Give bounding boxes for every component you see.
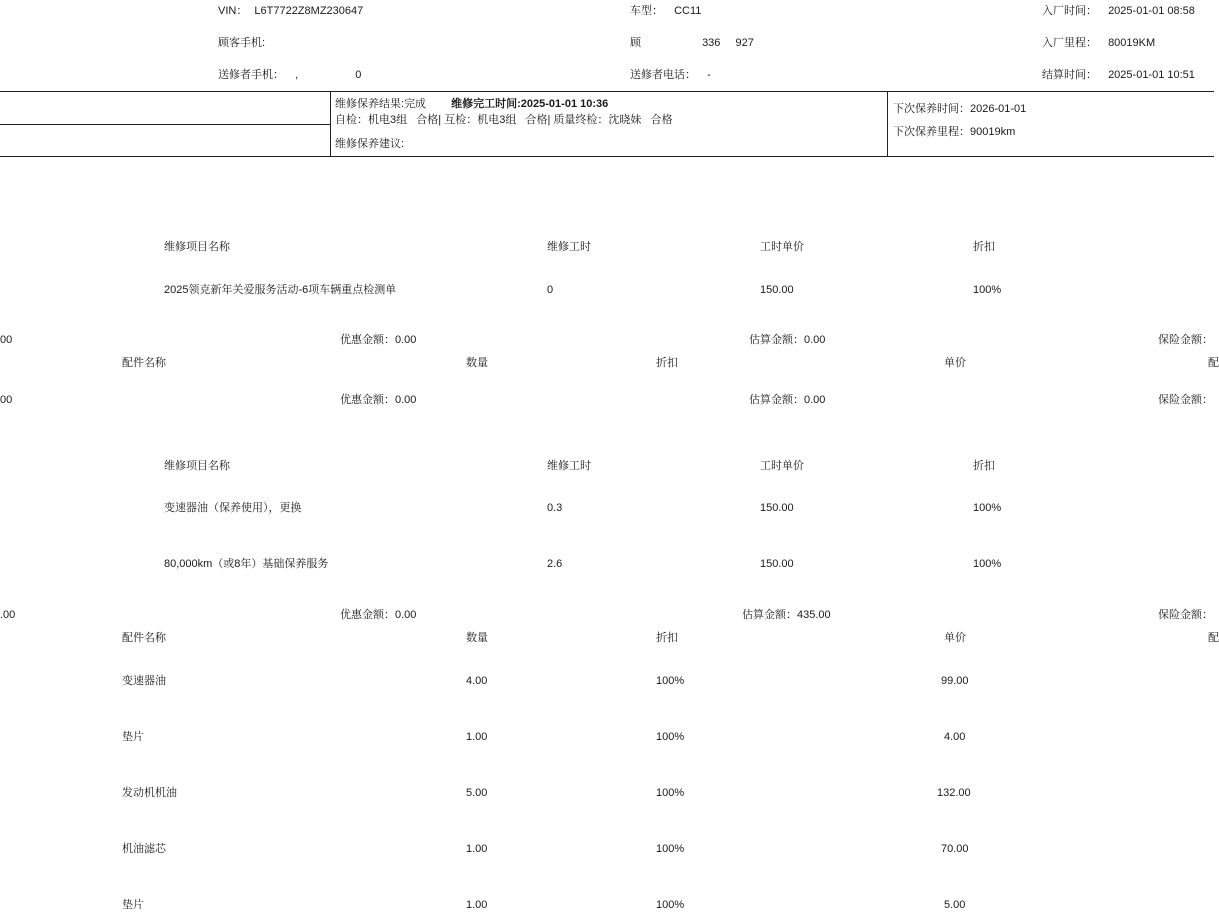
result-label: 维修保养结果: — [335, 98, 405, 110]
labor-item-unit-price: 150.00 — [760, 502, 794, 514]
result-box-divider-left — [330, 91, 331, 157]
parts-header-unit-price: 单价 — [944, 357, 966, 369]
part-discount: 100% — [656, 843, 685, 855]
sender-phone-field — [218, 68, 361, 82]
labor-item-discount: 100% — [973, 502, 1002, 514]
labor-item-hours: 0.3 — [547, 502, 563, 514]
inspection-line: 自检：机电3组 合格| 互检：机电3组 合格| 质量终检：沈晓妹 合格 — [335, 114, 673, 126]
labor-item-discount: 100% — [973, 284, 1002, 296]
sender-phone-value-a: , — [295, 69, 299, 81]
part-unit-price: 132.00 — [937, 787, 971, 799]
sender-tel-label: 送修者电话： — [630, 69, 696, 81]
model-field — [630, 4, 701, 18]
model-value: CC11 — [674, 5, 702, 17]
labor-header-name: 维修项目名称 — [164, 460, 230, 472]
settle-time-field — [1042, 68, 1195, 82]
labor-header-discount: 折扣 — [973, 241, 995, 253]
part-discount: 100% — [656, 731, 685, 743]
part-discount: 100% — [656, 899, 685, 911]
parts-header-discount: 折扣 — [656, 357, 678, 369]
parts-header-name: 配件名称 — [122, 632, 166, 644]
next-mileage-field — [893, 125, 1015, 139]
part-discount: 100% — [656, 787, 685, 799]
parts-header-name: 配件名称 — [122, 357, 166, 369]
finish-label: 维修完工时间: — [451, 98, 521, 110]
labor-item-name: 2025领克新年关爱服务活动-6项车辆重点检测单 — [164, 284, 397, 296]
result-box-top-border — [0, 91, 1214, 92]
sender-tel-value: - — [707, 69, 711, 81]
result-box-bottom-border — [0, 156, 1214, 157]
entry-mileage-label: 入厂里程： — [1042, 37, 1097, 49]
result-box-inner-border — [0, 124, 330, 125]
next-time-field — [893, 102, 1026, 116]
part-name: 机油滤芯 — [122, 843, 166, 855]
partial-value-a: 336 — [702, 37, 721, 49]
summary-discount: 优惠金额：0.00 — [340, 394, 417, 406]
next-time-label: 下次保养时间： — [893, 103, 970, 115]
summary-insurance: 保险金额： — [1158, 394, 1213, 406]
labor-header-name: 维修项目名称 — [164, 241, 230, 253]
part-unit-price: 70.00 — [941, 843, 969, 855]
part-qty: 5.00 — [466, 787, 488, 799]
result-box-divider-right — [887, 91, 888, 157]
sender-tel-field — [630, 68, 711, 82]
part-qty: 4.00 — [466, 675, 488, 687]
vin-value: L6T7722Z8MZ230647 — [254, 5, 364, 17]
next-mileage-value: 90019km — [970, 126, 1016, 138]
part-name: 垫片 — [122, 899, 144, 911]
summary-discount: 优惠金额：0.00 — [340, 334, 417, 346]
labor-header-unit-price: 工时单价 — [760, 241, 804, 253]
vin-field — [218, 4, 363, 18]
summary-left-amount: 00 — [0, 334, 13, 346]
result-value: 完成 — [404, 98, 427, 110]
parts-header-discount: 折扣 — [656, 632, 678, 644]
summary-left-amount: 00 — [0, 394, 13, 406]
part-discount: 100% — [656, 675, 685, 687]
suggestion-label: 维修保养建议: — [335, 138, 405, 150]
settle-time-value: 2025-01-01 10:51 — [1108, 69, 1195, 81]
part-qty: 1.00 — [466, 843, 488, 855]
partial-value-b: 927 — [735, 37, 754, 49]
next-time-value: 2026-01-01 — [970, 103, 1027, 115]
customer-phone-field — [218, 36, 265, 50]
entry-time-label: 入厂时间： — [1042, 5, 1097, 17]
partial-field — [630, 36, 754, 50]
part-name: 变速器油 — [122, 675, 166, 687]
summary-discount: 优惠金额：0.00 — [340, 609, 417, 621]
settle-time-label: 结算时间： — [1042, 69, 1097, 81]
entry-mileage-field — [1042, 36, 1155, 50]
part-name: 发动机机油 — [122, 787, 177, 799]
entry-mileage-value: 80019KM — [1108, 37, 1156, 49]
parts-header-unit-price: 单价 — [944, 632, 966, 644]
part-unit-price: 5.00 — [944, 899, 966, 911]
model-label: 车型： — [630, 5, 663, 17]
labor-item-discount: 100% — [973, 558, 1002, 570]
labor-item-hours: 0 — [547, 284, 554, 296]
labor-item-name: 80,000km（或8年）基础保养服务 — [164, 558, 329, 570]
summary-estimate: 估算金额：435.00 — [742, 609, 831, 621]
labor-item-name: 变速器油（保养使用），更换 — [164, 502, 302, 514]
labor-item-unit-price: 150.00 — [760, 558, 794, 570]
part-qty: 1.00 — [466, 899, 488, 911]
next-mileage-label: 下次保养里程： — [893, 126, 970, 138]
finish-value: 2025-01-01 10:36 — [520, 98, 609, 110]
vin-label: VIN： — [218, 5, 248, 17]
labor-item-hours: 2.6 — [547, 558, 563, 570]
parts-header-qty: 数量 — [466, 357, 488, 369]
labor-item-unit-price: 150.00 — [760, 284, 794, 296]
labor-header-unit-price: 工时单价 — [760, 460, 804, 472]
summary-left-amount: .00 — [0, 609, 16, 621]
part-name: 垫片 — [122, 731, 144, 743]
sender-phone-label: 送修者手机： — [218, 69, 284, 81]
labor-header-hours: 维修工时 — [547, 241, 591, 253]
part-unit-price: 4.00 — [944, 731, 966, 743]
entry-time-value: 2025-01-01 08:58 — [1108, 5, 1195, 17]
labor-header-discount: 折扣 — [973, 460, 995, 472]
parts-header-cut: 配 — [1208, 632, 1219, 644]
result-line — [335, 97, 608, 111]
summary-insurance: 保险金额： — [1158, 609, 1213, 621]
customer-phone-label: 顾客手机: — [218, 37, 266, 49]
part-unit-price: 99.00 — [941, 675, 969, 687]
entry-time-field — [1042, 4, 1195, 18]
parts-header-qty: 数量 — [466, 632, 488, 644]
summary-estimate: 估算金额：0.00 — [749, 334, 826, 346]
parts-header-cut: 配 — [1208, 357, 1219, 369]
labor-header-hours: 维修工时 — [547, 460, 591, 472]
sender-phone-value-b: 0 — [355, 69, 362, 81]
part-qty: 1.00 — [466, 731, 488, 743]
summary-estimate: 估算金额：0.00 — [749, 394, 826, 406]
summary-insurance: 保险金额： — [1158, 334, 1213, 346]
partial-label: 顾 — [630, 37, 641, 49]
